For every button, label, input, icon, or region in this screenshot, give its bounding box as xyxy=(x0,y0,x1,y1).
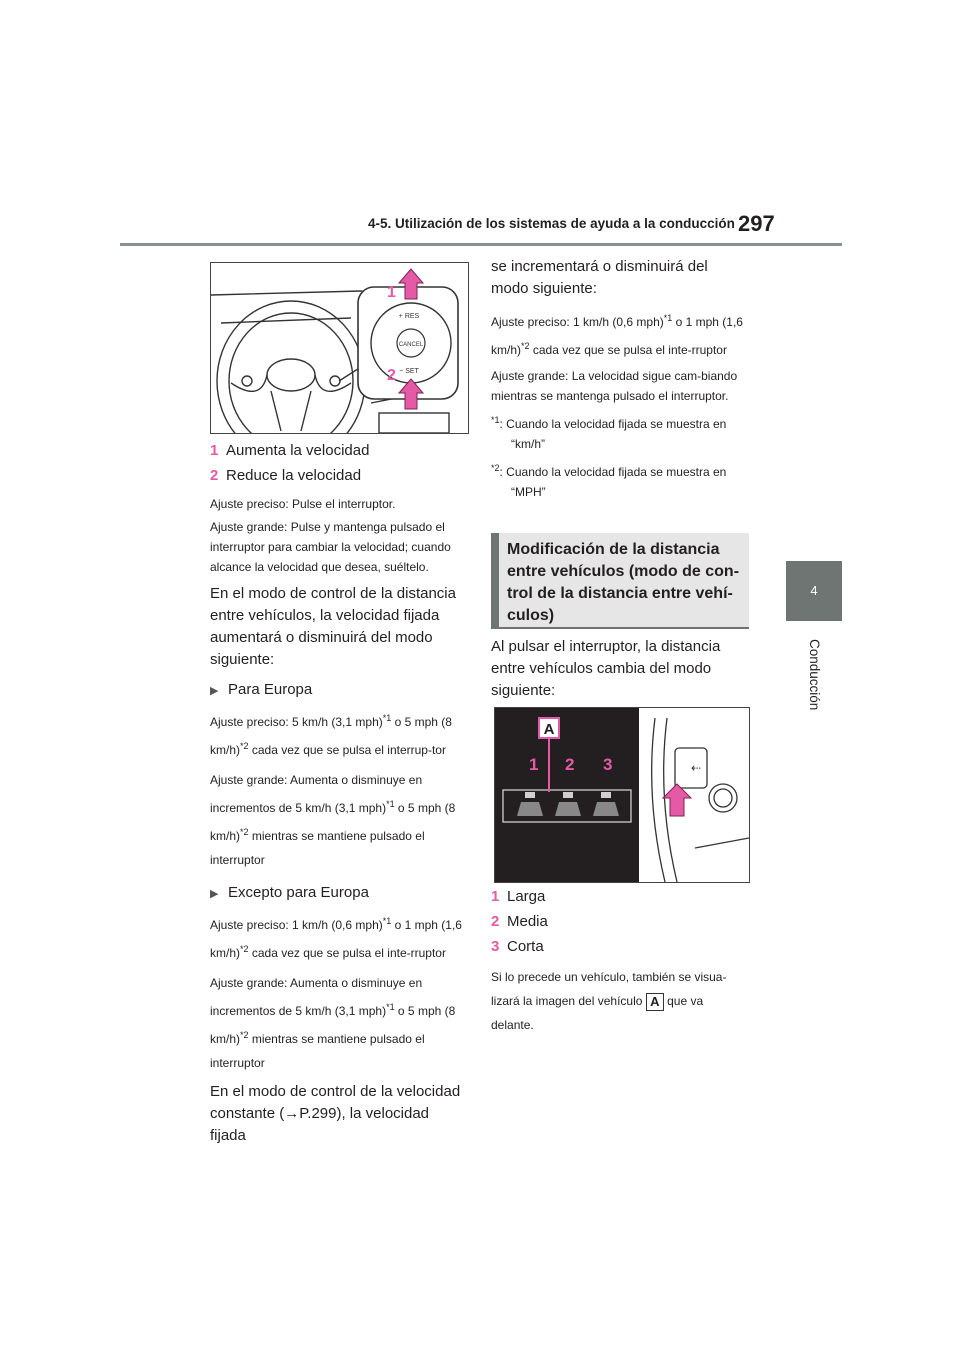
paragraph: se incrementará o disminuirá del modo siguiente: xyxy=(491,258,708,297)
section-divider xyxy=(491,627,749,629)
page-number: 297 xyxy=(738,211,775,236)
left-column xyxy=(210,438,468,1147)
right-column-mid xyxy=(491,636,749,702)
right-column-bottom xyxy=(491,884,749,1037)
distance-display-illustration xyxy=(494,707,750,883)
distance-icon: ⇠ xyxy=(691,761,702,775)
callout-1: 1 xyxy=(529,755,539,774)
paragraph: Ajuste preciso: Pulse el interruptor. xyxy=(210,497,396,511)
chapter-tab-label: Conducción xyxy=(807,639,822,711)
paragraph: En el modo de control de la velocidad constante (→P.299), la velocidad fijada xyxy=(210,1083,461,1144)
paragraph: Al pulsar el interruptor, la distancia entre vehículos cambia del modo siguiente: xyxy=(491,638,721,699)
list-item: 1 Larga xyxy=(491,888,546,905)
footnote: $^{*2}$: Cuando la velocidad fijada se muestra en “MPH” xyxy=(491,463,727,499)
svg-text:− SET: − SET xyxy=(399,368,419,375)
callout-3: 3 xyxy=(603,755,613,774)
list-item: 1 Aumenta la velocidad xyxy=(210,442,370,459)
chapter-tab-number: 4 xyxy=(786,561,842,621)
paragraph: Ajuste grande: Aumenta o disminuye en incrementos de 5 km/h (3,1 mph)$^{*1}$ o 5 mph (8 km/h)$^{*2}$ mientras se mantiene pulsado el interruptor xyxy=(210,773,456,867)
paragraph: Ajuste grande: Aumenta o disminuye en incrementos de 5 km/h (3,1 mph)$^{*1}$ o 5 mph (8 km/h)$^{*2}$ mientras se mantiene pulsado el interruptor xyxy=(210,976,456,1070)
paragraph: Ajuste grande: Pulse y mantenga pulsado el interruptor para cambiar la velocidad; cuando alcance la velocidad que desea, suéltelo. xyxy=(210,520,451,574)
list-item: 3 Corta xyxy=(491,938,544,955)
footnote: $^{*1}$: Cuando la velocidad fijada se muestra en “km/h” xyxy=(491,415,727,451)
paragraph: Ajuste preciso: 1 km/h (0,6 mph)$^{*1}$ o 1 mph (1,6 km/h)$^{*2}$ cada vez que se pulsa el inte-rruptor xyxy=(210,916,462,960)
label-a: A xyxy=(543,721,555,738)
list-item: 2 Reduce la velocidad xyxy=(210,467,362,484)
paragraph: Ajuste preciso: 5 km/h (3,1 mph)$^{*1}$ o 5 mph (8 km/h)$^{*2}$ cada vez que se pulsa el interrup-tor xyxy=(210,713,452,757)
bullet-heading: ▶ Para Europa xyxy=(210,681,313,698)
cancel-label: CANCEL xyxy=(398,342,424,348)
svg-text:+ RES: + RES xyxy=(398,313,420,320)
steering-switch-illustration xyxy=(210,262,469,434)
callout-1: 1 xyxy=(387,284,396,301)
bullet-heading: ▶ Excepto para Europa xyxy=(210,884,369,901)
paragraph: Si lo precede un vehículo, también se visua-lizará la imagen del vehículo A que va delante. xyxy=(491,970,727,1032)
header-divider xyxy=(120,243,842,246)
list-item: 2 Media xyxy=(491,913,548,930)
section-header: 4-5. Utilización de los sistemas de ayuda a la conducción xyxy=(368,216,735,231)
callout-2: 2 xyxy=(565,755,575,774)
paragraph: En el modo de control de la distancia entre vehículos, la velocidad fijada aumentará o disminuirá del modo siguiente: xyxy=(210,585,456,668)
callout-2: 2 xyxy=(387,367,396,384)
label-a-box: A xyxy=(646,993,664,1011)
right-column-top xyxy=(491,256,749,502)
paragraph: Ajuste grande: La velocidad sigue cam-biando mientras se mantenga pulsado el interruptor. xyxy=(491,369,738,403)
section-heading: Modificación de la distancia entre vehículos (modo de con-trol de la distancia entre vehí-culos) xyxy=(491,533,749,627)
paragraph: Ajuste preciso: 1 km/h (0,6 mph)$^{*1}$ o 1 mph (1,6 km/h)$^{*2}$ cada vez que se pulsa el inte-rruptor xyxy=(491,313,743,357)
